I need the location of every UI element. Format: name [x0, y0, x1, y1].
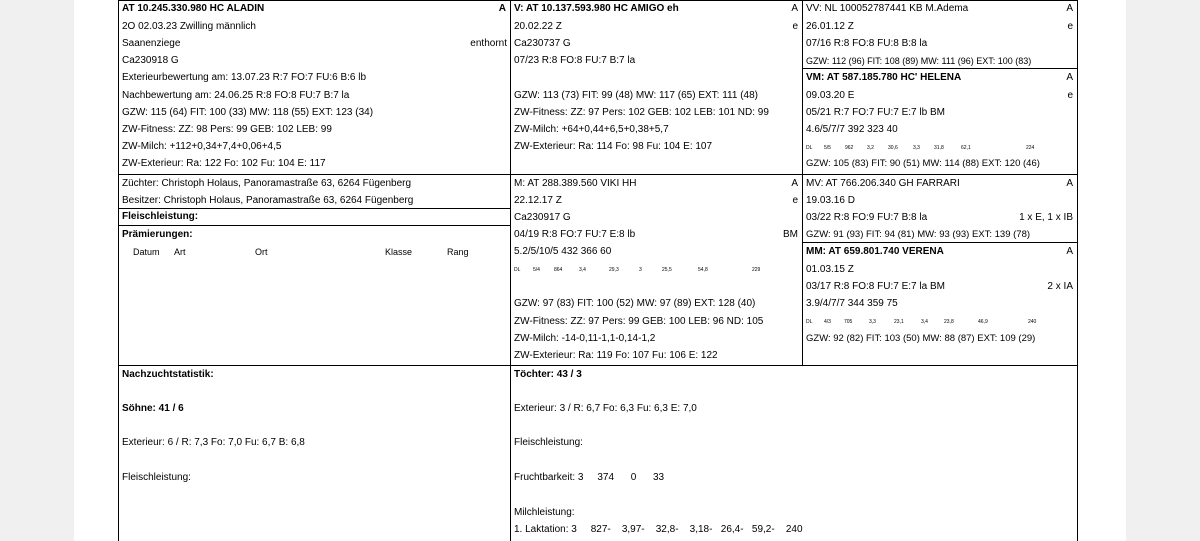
vm-title: VM: AT 587.185.780 HC' HELENA [806, 72, 962, 83]
divider-row-1 [118, 174, 1078, 175]
v-title: V: AT 10.137.593.980 HC AMIGO eh [514, 3, 679, 14]
m-zw-exterieur: ZW-Exterieur: Ra: 119 Fo: 107 Fu: 106 E: 122 [514, 350, 718, 361]
praem-col-ort: Ort [255, 247, 268, 257]
vm-lak: 4.6/5/7/7 392 323 40 [806, 124, 898, 135]
m-date: 22.12.17 Z [514, 195, 562, 206]
v-ca: Ca230737 G [514, 38, 571, 49]
v-ext: 07/23 R:8 FO:8 FU:7 B:7 la [514, 55, 636, 66]
animal-zw-milch: ZW-Milch: +112+0,34+7,4+0,06+4,5 [122, 141, 282, 152]
v-gzw: GZW: 113 (73) FIT: 99 (48) MW: 117 (65) EXT: 111 (48) [514, 90, 758, 101]
toechter-title: Töchter: 43 / 3 [514, 369, 582, 380]
mm-dl-2: 705 [844, 319, 853, 325]
vv-ext: 07/16 R:8 FO:8 FU:8 B:8 la [806, 38, 928, 49]
m-dl-2: 864 [554, 267, 563, 273]
animal-zw-exterieur: ZW-Exterieur: Ra: 122 Fo: 102 Fu: 104 E: 117 [122, 158, 326, 169]
pedigree-document [74, 0, 1126, 541]
mm-dl-6: 23,8 [944, 319, 954, 325]
toechter-laktation-1: 1. Laktation: 3 827- 3,97- 32,8- 3,18- 26,4- 59,2- 240 [514, 524, 803, 535]
m-dl-3: 3,4 [579, 267, 586, 273]
mm-dl-0: DL [806, 319, 813, 325]
mv-extra: 1 x E, 1 x IB [1019, 212, 1073, 223]
mm-dl-5: 3,4 [921, 319, 928, 325]
soehne-exterieur: Exterieur: 6 / R: 7,3 Fo: 7,0 Fu: 6,7 B: 6,8 [122, 437, 305, 448]
vm-dl-4: 30,6 [888, 145, 898, 151]
mv-date: 19.03.16 D [806, 195, 855, 206]
divider-vv-vm [802, 68, 1078, 69]
mm-title: MM: AT 659.801.740 VERENA [806, 246, 944, 257]
vv-sex: A [1066, 3, 1073, 14]
m-dl-0: DL [514, 267, 521, 273]
mm-extra: 2 x IA [1047, 281, 1073, 292]
soehne: Söhne: 41 / 6 [122, 403, 184, 414]
zuechter: Züchter: Christoph Holaus, Panoramastraße 63, 6264 Fügenberg [122, 178, 412, 189]
m-sex: A [791, 178, 798, 189]
border-right [1077, 0, 1078, 541]
animal-gzw: GZW: 115 (64) FIT: 100 (33) MW: 118 (55) EXT: 123 (34) [122, 107, 374, 118]
praem-col-datum: Datum [133, 247, 160, 257]
m-dl-6: 25,5 [662, 267, 672, 273]
divider-row-2 [118, 365, 1078, 366]
vv-date: 26.01.12 Z [806, 21, 854, 32]
mm-sex: A [1066, 246, 1073, 257]
m-dl-5: 3 [639, 267, 642, 273]
divider-col-1 [510, 0, 511, 541]
animal-breed: Saanenziege [122, 38, 181, 49]
vm-gzw: GZW: 105 (83) FIT: 90 (51) MW: 114 (88) EXT: 120 (46) [806, 158, 1040, 169]
vm-e: e [1067, 90, 1073, 101]
vm-ext: 05/21 R:7 FO:7 FU:7 E:7 lb BM [806, 107, 945, 118]
mv-gzw: GZW: 91 (93) FIT: 94 (81) MW: 93 (93) EXT: 139 (78) [806, 229, 1031, 240]
m-lak: 5.2/5/10/5 432 366 60 [514, 246, 612, 257]
toechter-fleischleistung: Fleischleistung: [514, 437, 583, 448]
v-zw-exterieur: ZW-Exterieur: Ra: 114 Fo: 98 Fu: 104 E: 107 [514, 141, 713, 152]
v-zw-milch: ZW-Milch: +64+0,44+6,5+0,38+5,7 [514, 124, 669, 135]
m-zw-fitness: ZW-Fitness: ZZ: 97 Pers: 99 GEB: 100 LEB: 96 ND: 105 [514, 316, 764, 327]
m-dl-1: 5/4 [533, 267, 540, 273]
praem-col-art: Art [174, 247, 186, 257]
m-dl-4: 29,3 [609, 267, 619, 273]
mm-dl-8: 240 [1028, 319, 1037, 325]
vm-dl-2: 962 [845, 145, 854, 151]
animal-zw-fitness: ZW-Fitness: ZZ: 98 Pers: 99 GEB: 102 LEB: 99 [122, 124, 332, 135]
mm-gzw: GZW: 92 (82) FIT: 103 (50) MW: 88 (87) EXT: 109 (29) [806, 333, 1036, 344]
mv-title: MV: AT 766.206.340 GH FARRARI [806, 178, 960, 189]
border-top [118, 0, 1078, 1]
animal-title: AT 10.245.330.980 HC ALADIN [122, 3, 265, 14]
vm-dl-1: 5/5 [824, 145, 831, 151]
vm-dl-6: 31,8 [934, 145, 944, 151]
divider-mv-mm [802, 242, 1078, 243]
animal-nach-rating: Nachbewertung am: 24.06.25 R:8 FO:8 FU:7 B:7 la [122, 90, 350, 101]
nachzucht-title: Nachzuchtstatistik: [122, 369, 214, 380]
mm-dl-1: 4/3 [824, 319, 831, 325]
vm-dl-3: 3,2 [867, 145, 874, 151]
mm-date: 01.03.15 Z [806, 264, 854, 275]
mv-sex: A [1066, 178, 1073, 189]
toechter-exterieur: Exterieur: 3 / R: 6,7 Fo: 6,3 Fu: 6,3 E: 7,0 [514, 403, 697, 414]
divider-praem-top [118, 225, 510, 226]
mm-lak: 3.9/4/7/7 344 359 75 [806, 298, 898, 309]
vm-dl-0: DL [806, 145, 813, 151]
animal-horn: enthornt [470, 38, 507, 49]
m-e: e [792, 195, 798, 206]
animal-ext-rating: Exterieurbewertung am: 13.07.23 R:7 FO:7 FU:6 B:6 lb [122, 72, 367, 83]
toechter-milchleistung: Milchleistung: [514, 507, 575, 518]
vv-title: VV: NL 100052787441 KB M.Adema [806, 3, 969, 14]
m-dl-7: 54,8 [698, 267, 708, 273]
mm-dl-3: 3,3 [869, 319, 876, 325]
toechter-fruchtbarkeit: Fruchtbarkeit: 3 374 0 33 [514, 472, 665, 483]
fleischleistung-label: Fleischleistung: [122, 211, 199, 222]
border-left [118, 0, 119, 541]
v-e: e [792, 21, 798, 32]
vm-date: 09.03.20 E [806, 90, 855, 101]
praem-col-klasse: Klasse [385, 247, 413, 257]
vv-e: e [1067, 21, 1073, 32]
mv-ext: 03/22 R:8 FO:9 FU:7 B:8 la [806, 212, 928, 223]
v-sex: A [791, 3, 798, 14]
vv-gzw: GZW: 112 (96) FIT: 108 (89) MW: 111 (96) EXT: 100 (83) [806, 56, 1032, 66]
m-title: M: AT 288.389.560 VIKI HH [514, 178, 637, 189]
m-gzw: GZW: 97 (83) FIT: 100 (52) MW: 97 (89) EXT: 128 (40) [514, 298, 756, 309]
animal-birth: 2O 02.03.23 Zwilling männlich [122, 21, 256, 32]
m-bm: BM [783, 229, 798, 240]
divider-col-2 [802, 0, 803, 365]
vm-dl-5: 3,3 [913, 145, 920, 151]
mm-dl-7: 46,9 [978, 319, 988, 325]
praemierungen-title: Prämierungen: [122, 229, 193, 240]
vm-dl-8: 224 [1026, 145, 1035, 151]
besitzer: Besitzer: Christoph Holaus, Panoramastraße 63, 6264 Fügenberg [122, 195, 414, 206]
soehne-fleischleistung: Fleischleistung: [122, 472, 191, 483]
vm-dl-7: 62,1 [961, 145, 971, 151]
praem-col-rang: Rang [447, 247, 469, 257]
m-ext: 04/19 R:8 FO:7 FU:7 E:8 lb [514, 229, 636, 240]
mm-dl-4: 23,1 [894, 319, 904, 325]
m-zw-milch: ZW-Milch: -14-0,11-1,1-0,14-1,2 [514, 333, 656, 344]
animal-ca: Ca230918 G [122, 55, 179, 66]
v-zw-fitness: ZW-Fitness: ZZ: 97 Pers: 102 GEB: 102 LEB: 101 ND: 99 [514, 107, 769, 118]
divider-fleisch-top [118, 208, 510, 209]
m-ca: Ca230917 G [514, 212, 571, 223]
animal-sex: A [498, 3, 506, 14]
m-dl-8: 229 [752, 267, 761, 273]
vm-sex: A [1066, 72, 1073, 83]
mm-ext: 03/17 R:8 FO:8 FU:7 E:7 la BM [806, 281, 945, 292]
v-date: 20.02.22 Z [514, 21, 562, 32]
